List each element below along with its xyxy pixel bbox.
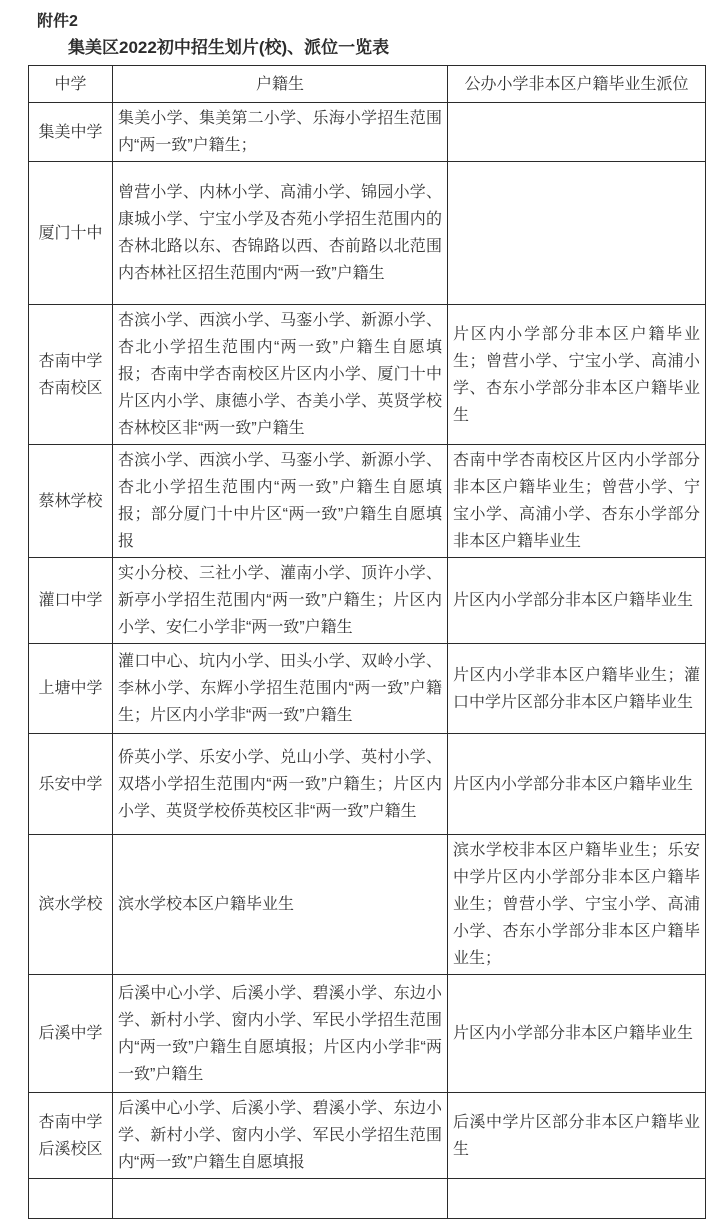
allocation-cell: 片区内小学部分非本区户籍毕业生 [448,558,706,644]
page-title: 集美区2022初中招生划片(校)、派位一览表 [68,38,390,57]
registered-students-cell: 曾营小学、内林小学、高浦小学、锦园小学、康城小学、宁宝小学及杏苑小学招生范围内的杏林北路以东、杏锦路以西、杏前路以北范围内杏林社区招生范围内“两一致”户籍生 [113,162,448,305]
school-cell: 杏南中学后溪校区 [29,1093,113,1179]
table-row [29,103,706,162]
table-row [29,445,706,558]
registered-students-cell: 灌口中心、坑内小学、田头小学、双岭小学、李林小学、东辉小学招生范围内“两一致”户籍生；片区内小学非“两一致”户籍生 [113,644,448,734]
school-cell [29,1179,113,1219]
header-registered: 户籍生 [113,66,448,103]
school-cell: 滨水学校 [29,835,113,975]
allocation-cell: 片区内小学部分非本区户籍毕业生 [448,975,706,1093]
school-cell: 后溪中学 [29,975,113,1093]
registered-students-cell: 侨英小学、乐安小学、兑山小学、英村小学、双塔小学招生范围内“两一致”户籍生；片区内小学、英贤学校侨英校区非“两一致”户籍生 [113,734,448,835]
school-cell: 集美中学 [29,103,113,162]
school-cell: 上塘中学 [29,644,113,734]
table-row [29,644,706,734]
zoning-table [28,65,706,1219]
table-row [29,734,706,835]
school-cell: 蔡林学校 [29,445,113,558]
registered-students-cell: 杏滨小学、西滨小学、马銮小学、新源小学、杏北小学招生范围内“两一致”户籍生自愿填报；杏南中学杏南校区片区内小学、厦门十中片区内小学、康德小学、杏美小学、英贤学校杏林校区非“两一致”户籍生 [113,305,448,445]
school-cell: 杏南中学杏南校区 [29,305,113,445]
table-row [29,305,706,445]
allocation-cell: 杏南中学杏南校区片区内小学部分非本区户籍毕业生；曾营小学、宁宝小学、高浦小学、杏东小学部分非本区户籍毕业生 [448,445,706,558]
registered-students-cell: 集美小学、集美第二小学、乐海小学招生范围内“两一致”户籍生； [113,103,448,162]
allocation-cell: 片区内小学部分非本区户籍毕业生；曾营小学、宁宝小学、高浦小学、杏东小学部分非本区户籍毕业生 [448,305,706,445]
registered-students-cell: 后溪中心小学、后溪小学、碧溪小学、东边小学、新村小学、窗内小学、军民小学招生范围内“两一致”户籍生自愿填报 [113,1093,448,1179]
allocation-cell [448,162,706,305]
registered-students-cell: 杏滨小学、西滨小学、马銮小学、新源小学、杏北小学招生范围内“两一致”户籍生自愿填报；部分厦门十中片区“两一致”户籍生自愿填报 [113,445,448,558]
header-row [29,66,706,103]
table-row [29,558,706,644]
table-row [29,1179,706,1219]
allocation-cell [448,103,706,162]
registered-students-cell: 滨水学校本区户籍毕业生 [113,835,448,975]
registered-students-cell: 实小分校、三社小学、灌南小学、顶许小学、新亭小学招生范围内“两一致”户籍生；片区内小学、安仁小学非“两一致”户籍生 [113,558,448,644]
registered-students-cell [113,1179,448,1219]
school-cell: 厦门十中 [29,162,113,305]
school-cell: 乐安中学 [29,734,113,835]
allocation-cell: 片区内小学部分非本区户籍毕业生 [448,734,706,835]
table-row [29,162,706,305]
table-header [29,66,706,103]
school-cell: 灌口中学 [29,558,113,644]
registered-students-cell: 后溪中心小学、后溪小学、碧溪小学、东边小学、新村小学、窗内小学、军民小学招生范围内“两一致”户籍生自愿填报；片区内小学非“两一致”户籍生 [113,975,448,1093]
table-body [29,103,706,1219]
allocation-cell [448,1179,706,1219]
table-row [29,835,706,975]
table-row [29,975,706,1093]
header-school: 中学 [29,66,113,103]
allocation-cell: 片区内小学非本区户籍毕业生；灌口中学片区部分非本区户籍毕业生 [448,644,706,734]
header-allocation: 公办小学非本区户籍毕业生派位 [448,66,706,103]
attachment-label: 附件2 [37,13,78,30]
allocation-cell: 滨水学校非本区户籍毕业生；乐安中学片区内小学部分非本区户籍毕业生；曾营小学、宁宝小学、高浦小学、杏东小学部分非本区户籍毕业生； [448,835,706,975]
table-row [29,1093,706,1179]
allocation-cell: 后溪中学片区部分非本区户籍毕业生 [448,1093,706,1179]
